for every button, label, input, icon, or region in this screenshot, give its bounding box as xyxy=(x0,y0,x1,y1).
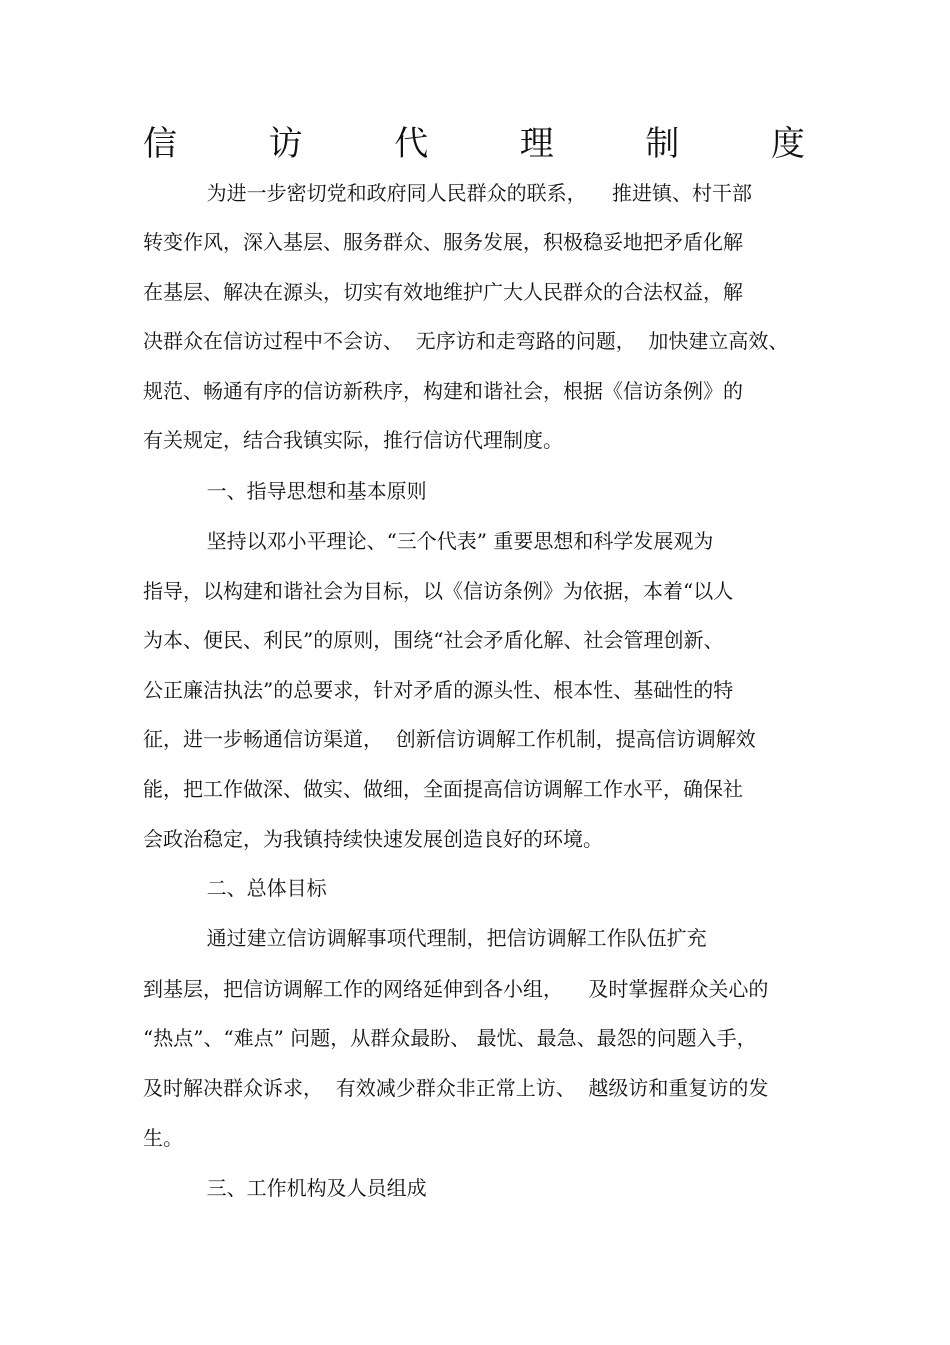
title-char: 访 xyxy=(268,124,303,164)
text-line: 指导，以构建和谐社会为目标，以《信访条例》为依据，本着“以人 xyxy=(143,579,734,603)
text-line: 征，进一步畅通信访渠道， 创新信访调解工作机制，提高信访调解效 xyxy=(143,727,756,751)
text-line: 在基层、解决在源头，切实有效地维护广大人民群众的合法权益，解 xyxy=(143,280,743,304)
text-line: 规范、畅通有序的信访新秩序，构建和谐社会，根据《信访条例》的 xyxy=(143,379,743,403)
text-line: 转变作风，深入基层、服务群众、服务发展，积极稳妥地把矛盾化解 xyxy=(143,230,743,254)
title-char: 制 xyxy=(645,124,680,164)
section-heading: 一、指导思想和基本原则 xyxy=(143,479,427,503)
text-line: 决群众在信访过程中不会访、 无序访和走弯路的问题， 加快建立高效、 xyxy=(143,329,789,353)
title-char: 信 xyxy=(143,124,177,164)
title-char: 度 xyxy=(770,124,805,164)
text-line: 坚持以邓小平理论、“三个代表” 重要思想和科学发展观为 xyxy=(143,529,714,553)
text-line: 公正廉洁执法”的总要求，针对矛盾的源头性、根本性、基础性的特 xyxy=(143,678,734,702)
title-char: 代 xyxy=(394,124,429,164)
document-title xyxy=(143,120,805,168)
text-line: 为本、便民、利民”的原则，围绕“社会矛盾化解、社会管理创新、 xyxy=(143,628,724,652)
text-line: 为进一步密切党和政府同人民群众的联系， 推进镇、村干部 xyxy=(143,181,753,205)
text-line: 有关规定，结合我镇实际，推行信访代理制度。 xyxy=(143,428,563,452)
title-char: 理 xyxy=(519,124,554,164)
text-line: 生。 xyxy=(143,1126,183,1150)
text-line: 能，把工作做深、做实、做细，全面提高信访调解工作水平，确保社 xyxy=(143,777,743,801)
text-line: 通过建立信访调解事项代理制，把信访调解工作队伍扩充 xyxy=(143,926,707,950)
text-line: “热点”、“难点” 问题，从群众最盼、 最忧、最急、最怨的问题入手， xyxy=(143,1026,757,1050)
section-heading: 三、工作机构及人员组成 xyxy=(143,1176,427,1200)
text-line: 到基层，把信访调解工作的网络延伸到各小组， 及时掌握群众关心的 xyxy=(143,977,769,1001)
text-line: 会政治稳定，为我镇持续快速发展创造良好的环境。 xyxy=(143,827,603,851)
text-line: 及时解决群众诉求， 有效减少群众非正常上访、 越级访和重复访的发 xyxy=(143,1076,769,1100)
section-heading: 二、总体目标 xyxy=(143,876,327,900)
